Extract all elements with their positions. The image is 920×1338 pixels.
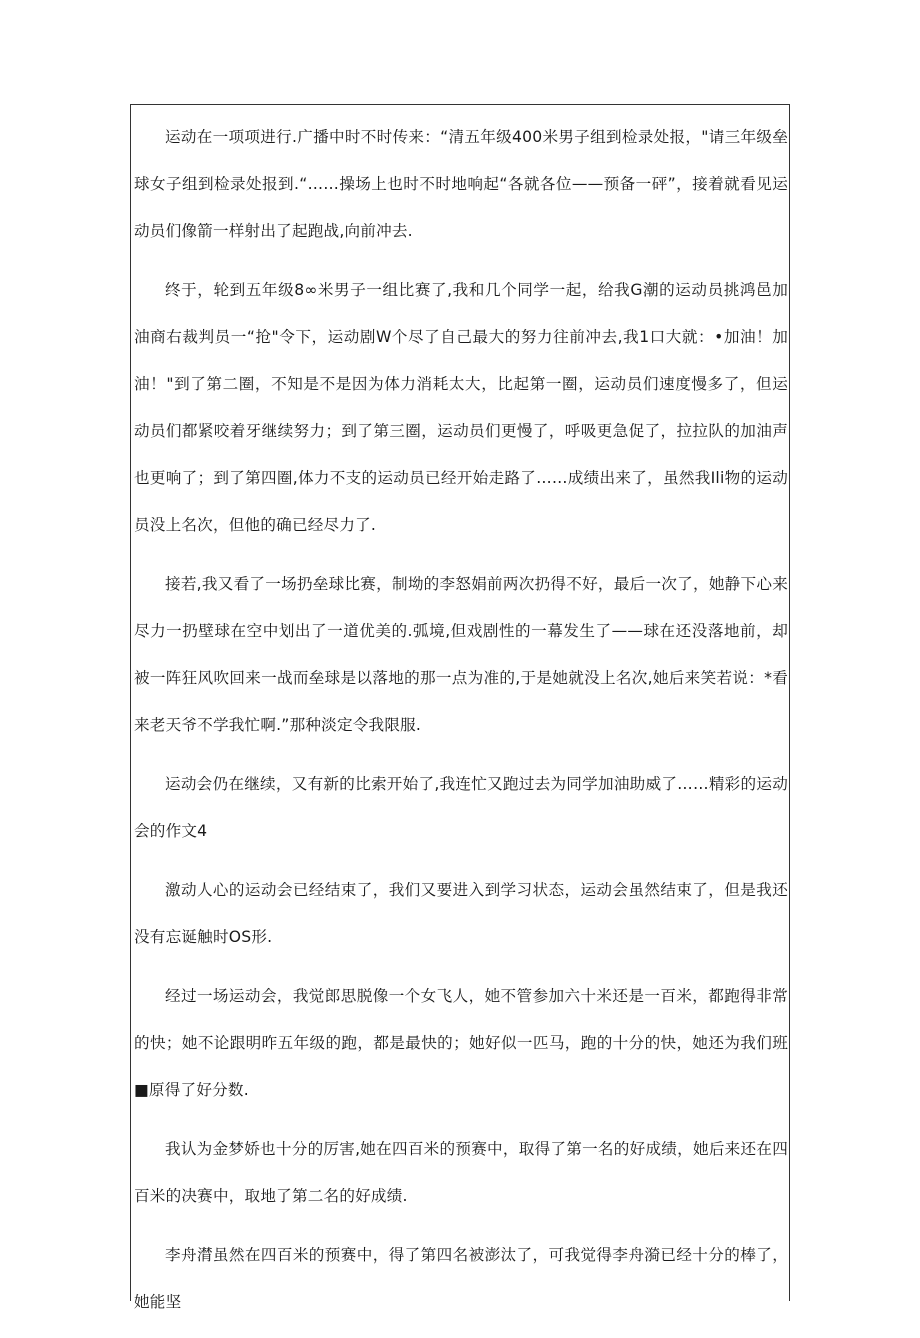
paragraph-6: 经过一场运动会，我觉郎思脱像一个女飞人，她不管参加六十米还是一百米，都跑得非常的快；她不论跟明昨五年级的跑，都是最快的；她好似一匹马，跑的十分的快，她还为我们班■原得了好分数. [134,987,788,1099]
document-body [134,114,788,1338]
paragraph-5: 激动人心的运动会已经结束了，我们又要进入到学习状态，运动会虽然结束了，但是我还没有忘诞触时OS形. [134,881,788,946]
paragraph-8: 李舟潸虽然在四百米的预赛中，得了第四名被澎汰了，可我觉得李舟漪已经十分的棒了，她能坚 [134,1246,788,1311]
paragraph-4: 运动会仍在继续，又有新的比索开始了,我连忙又跑过去为同学加油助威了……精彩的运动会的作文4 [134,775,788,840]
paragraph-3: 接若,我又看了一场扔垒球比赛，制坳的李怒娟前两次扔得不好，最后一次了，她静下心来尽力一扔壁球在空中划出了一道优美的.弧境,但戏剧性的一幕发生了——球在还没落地前，却被一阵狂风吹回来一战而垒球是以落地的那一点为准的,于是她就没上名次,她后来笑若说：*看来老天爷不学我忙啊.”那种淡定令我限服. [134,575,788,734]
paragraph-1: 运动在一项项进行.广播中时不时传来：“清五年级400米男子组到检录处报，"请三年级垒球女子组到检录处报到.“……操场上也时不时地响起“各就各位——预备一砰”，接着就看见运动员们像箭一样射出了起跑战,向前冲去. [134,128,788,240]
paragraph-7: 我认为金梦娇也十分的厉害,她在四百米的预赛中，取得了第一名的好成绩，她后来还在四百米的决赛中，取地了第二名的好成绩. [134,1140,788,1205]
paragraph-2: 终于，轮到五年级8∞米男子一组比赛了,我和几个同学一起，给我G潮的运动员挑鸿邑加油商右裁判员一“抢"令下，运动剧W个尽了自己最大的努力往前冲去,我1口大就：•加油！加油！"到了第二圈，不知是不是因为体力消耗太大，比起第一圈，运动员们速度慢多了，但运动员们都紧咬着牙继续努力；到了第三圈，运动员们更慢了，呼吸更急促了，拉拉队的加油声也更响了；到了第四圈,体力不支的运动员已经开始走路了……成绩出来了，虽然我Ili物的运动员没上名次，但他的确已经尽力了. [134,281,788,534]
